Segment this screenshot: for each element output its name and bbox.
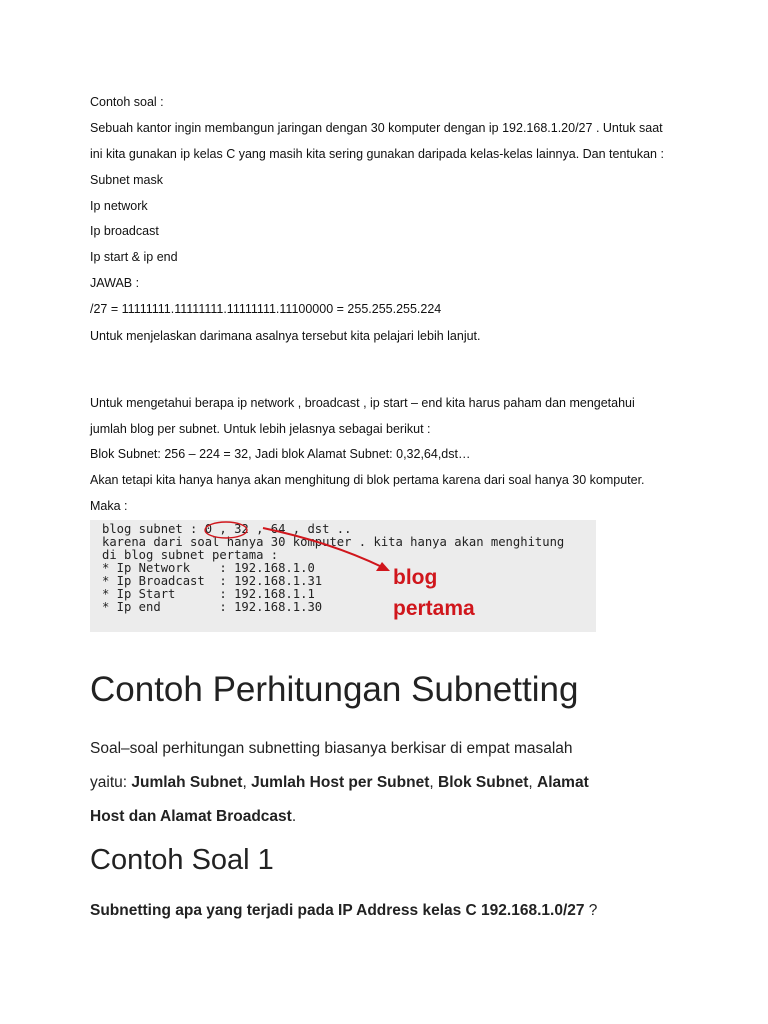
code-line: * Ip Network : 192.168.1.0	[102, 561, 315, 575]
intro-line: JAWAB :	[90, 276, 140, 290]
heading-main: Contoh Perhitungan Subnetting	[90, 670, 579, 709]
code-line: * Ip Start : 192.168.1.1	[102, 587, 315, 601]
intro-line: Ip start & ip end	[90, 250, 178, 264]
second-line: Blok Subnet: 256 – 224 = 32, Jadi blok Alamat Subnet: 0,32,64,dst…	[90, 447, 471, 461]
bold-term: Blok Subnet	[438, 774, 529, 791]
heading-sub: Contoh Soal 1	[90, 844, 274, 876]
annotation-arrow-line	[263, 528, 382, 567]
paragraph-line: Soal–soal perhitungan subnetting biasanya berkisar di empat masalah	[90, 740, 573, 757]
question-tail: ?	[584, 902, 598, 919]
intro-line: Contoh soal :	[90, 95, 164, 109]
second-line: jumlah blog per subnet. Untuk lebih jelasnya sebagai berikut :	[90, 422, 431, 436]
question-line	[90, 901, 597, 921]
code-line: di blog subnet pertama :	[102, 548, 279, 562]
annotation-overlay	[90, 520, 596, 632]
bold-term: Jumlah Subnet	[131, 774, 243, 791]
paragraph-line	[90, 807, 296, 827]
intro-line: Ip broadcast	[90, 224, 159, 238]
code-line: * Ip Broadcast : 192.168.1.31	[102, 574, 323, 588]
intro-line: Sebuah kantor ingin membangun jaringan dengan 30 komputer dengan ip 192.168.1.20/27 . Untuk saat	[90, 121, 663, 135]
bold-term: Host dan Alamat Broadcast	[90, 808, 292, 825]
second-line: Untuk mengetahui berapa ip network , broadcast , ip start – end kita harus paham dan mengetahui	[90, 396, 635, 410]
intro-line: Untuk menjelaskan darimana asalnya tersebut kita pelajari lebih lanjut.	[90, 329, 481, 343]
intro-line: /27 = 11111111.11111111.11111111.11100000 = 255.255.255.224	[90, 302, 442, 316]
code-line: blog subnet : 0 , 32 , 64 , dst ..	[102, 522, 352, 536]
annotation-label-blog: blog	[393, 566, 438, 589]
intro-line: Ip network	[90, 199, 148, 213]
bold-term: Alamat	[537, 774, 589, 791]
separator: ,	[242, 774, 252, 791]
bold-term: Jumlah Host per Subnet	[251, 774, 430, 791]
paragraph-text: yaitu:	[90, 774, 132, 791]
code-line: * Ip end : 192.168.1.30	[102, 600, 323, 614]
separator: ,	[528, 774, 538, 791]
annotation-label-pertama: pertama	[393, 597, 475, 620]
intro-line: Subnet mask	[90, 173, 163, 187]
second-line: Maka :	[90, 499, 128, 513]
code-line: karena dari soal hanya 30 komputer . kita hanya akan menghitung	[102, 535, 565, 549]
highlight-ellipse	[205, 522, 247, 538]
code-screenshot-figure	[90, 520, 596, 632]
separator: ,	[429, 774, 438, 791]
paragraph-text: .	[291, 808, 297, 825]
arrow-head-icon	[376, 562, 390, 571]
second-line: Akan tetapi kita hanya hanya akan menghitung di blok pertama karena dari soal hanya 30 komputer.	[90, 473, 645, 487]
paragraph-line	[90, 773, 589, 793]
intro-line: ini kita gunakan ip kelas C yang masih kita sering gunakan daripada kelas-kelas lainnya. Dan tentukan :	[90, 147, 664, 161]
question-bold: Subnetting apa yang terjadi pada IP Address kelas C 192.168.1.0/27	[90, 902, 585, 919]
